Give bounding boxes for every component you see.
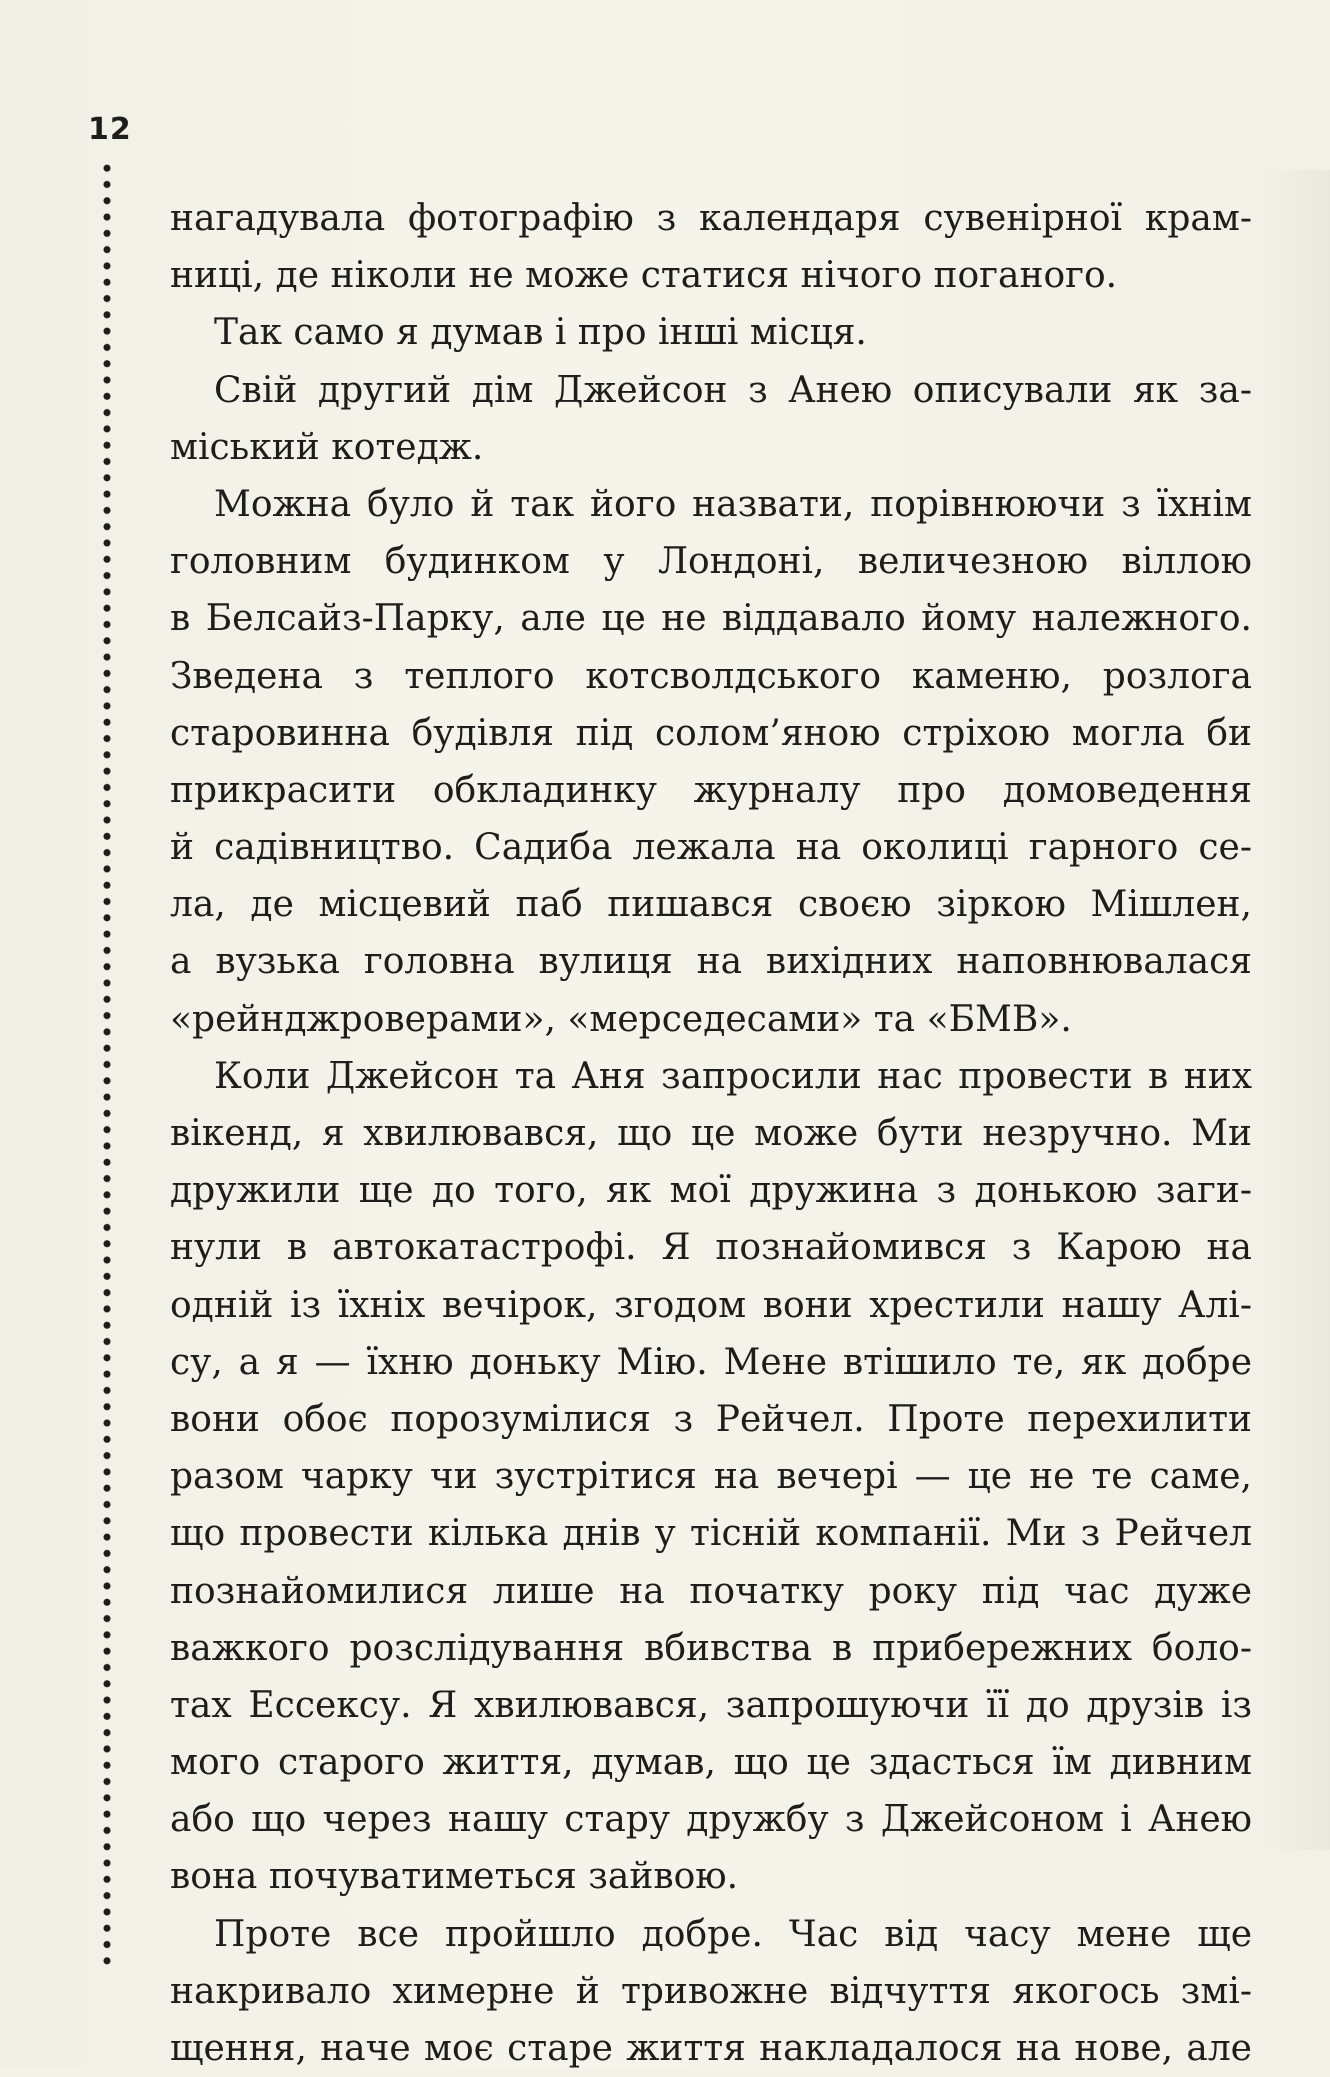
text-line: Проте все пройшло добре. Час від часу мене ще: [214, 1913, 1252, 1955]
page-shadow: [1262, 170, 1330, 1850]
text-line: мого старого життя, думав, що це здасться їм дивним: [170, 1742, 1252, 1784]
text-line: прикрасити обкладинку журналу про домоведення: [170, 769, 1252, 811]
text-line: Так само я думав і про інші місця.: [214, 312, 867, 354]
text-line: тах Ессексу. Я хвилювався, запрошуючи її до друзів із: [170, 1684, 1252, 1726]
text-line: разом чарку чи зустрітися на вечері — це не те саме,: [170, 1456, 1252, 1498]
text-line: Свій другий дім Джейсон з Анею описували як за-: [214, 369, 1252, 411]
text-line: головним будинком у Лондоні, величезною віллою: [170, 541, 1252, 583]
page-number: 12: [88, 112, 132, 147]
text-line: одній із їхніх вечірок, згодом вони хрестили нашу Алі-: [170, 1284, 1252, 1326]
text-line: а вузька головна вулиця на вихідних наповнювалася: [170, 941, 1252, 983]
text-line: познайомилися лише на початку року під час дуже: [170, 1570, 1252, 1612]
text-line: нули в автокатастрофі. Я познайомився з Карою на: [170, 1227, 1252, 1269]
text-line: Зведена з теплого котсволдського каменю, розлога: [170, 655, 1252, 697]
dotted-margin-rule: [102, 160, 112, 1970]
body-text: [170, 190, 1252, 2077]
text-line: накривало химерне й тривожне відчуття якогось змі-: [170, 1970, 1252, 2012]
text-line: вони обоє порозумілися з Рейчел. Проте перехилити: [170, 1398, 1252, 1440]
text-line: «рейнджроверами», «мерседесами» та «БМВ».: [170, 998, 1072, 1040]
text-line: дружили ще до того, як мої дружина з донькою заги-: [170, 1170, 1252, 1212]
text-line: старовинна будівля під солом’яною стріхою могла би: [170, 712, 1252, 754]
text-line: су, а я — їхню доньку Мію. Мене втішило те, як добре: [170, 1341, 1252, 1383]
text-line: що провести кілька днів у тісній компанії. Ми з Рейчел: [170, 1513, 1252, 1555]
text-line: нагадувала фотографію з календаря сувенірної крам-: [170, 198, 1252, 239]
text-line: вікенд, я хвилювався, що це може бути незручно. Ми: [170, 1113, 1252, 1154]
text-line: ла, де місцевий паб пишався своєю зіркою Мішлен,: [170, 884, 1252, 926]
text-line: вона почуватиметься зайвою.: [170, 1856, 739, 1898]
text-line: Коли Джейсон та Аня запросили нас провести в них: [214, 1055, 1252, 1097]
text-line: або що через нашу стару дружбу з Джейсоном і Анею: [170, 1799, 1252, 1841]
text-line: в Белсайз-Парку, але це не віддавало йому належного.: [170, 598, 1252, 640]
text-line: й садівництво. Садиба лежала на околиці гарного се-: [170, 827, 1252, 869]
text-line: ниці, де ніколи не може статися нічого поганого.: [170, 255, 1118, 297]
text-line: Можна було й так його назвати, порівнюючи з їхнім: [214, 483, 1252, 525]
text-line: щення, наче моє старе життя накладалося на нове, але: [170, 2028, 1252, 2069]
text-line: міський котедж.: [170, 426, 484, 468]
text-line: важкого розслідування вбивства в прибережних боло-: [170, 1627, 1252, 1669]
